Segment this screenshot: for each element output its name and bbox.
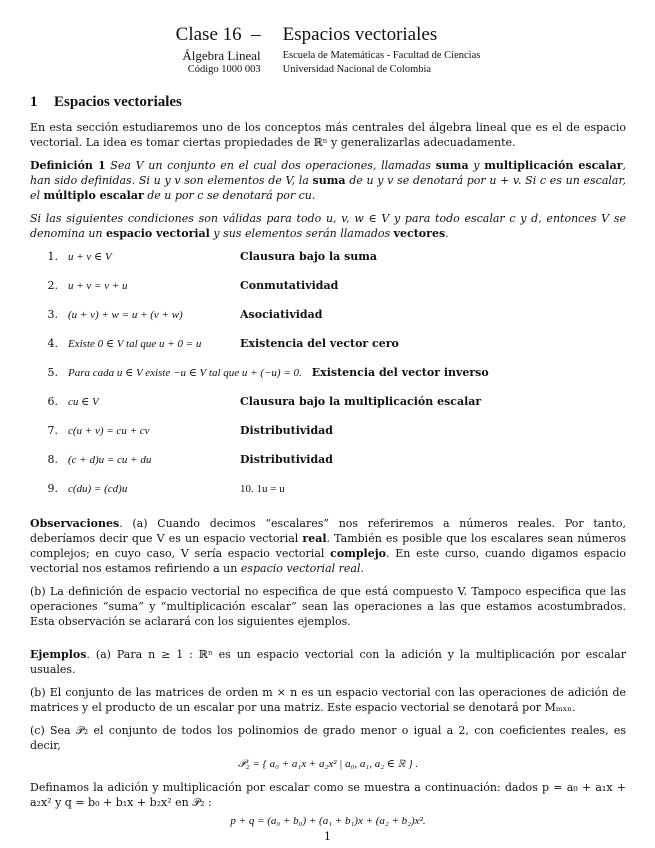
polynomial-sum-equation: p + q = (a₀ + b₀) + (a₁ + b₁)x + (a₂ + b₂)x². <box>230 815 426 827</box>
polynomial-set-equation: 𝒫₂ = { a₀ + a₁x + a₂x² | a₀, a₁, a₂ ∈ ℝ } . <box>237 758 419 770</box>
axiom-row: 5. Para cada u ∈ V existe −u ∈ V tal que u + (−u) = 0. Existencia del vector inverso <box>47 366 489 379</box>
axiom-row: 6. cu ∈ V Clausura bajo la multiplicación escalar <box>47 395 482 408</box>
example-a: Ejemplos. (a) Para n ≥ 1 : ℝⁿ es un espacio vectorial con la adición y la multiplicación por escalar usuales. <box>30 648 626 676</box>
school-name: Escuela de Matemáticas - Facultad de Ciencias <box>282 50 481 61</box>
title-right: Espacios vectoriales <box>282 24 438 45</box>
document-page <box>30 22 626 837</box>
section-heading: 1 Espacios vectoriales <box>30 94 182 110</box>
observations-a: Observaciones. (a) Cuando decimos “escalares” nos referiremos a números reales. Por tanto, deberíamos decir que V es un espacio vectorial real. También es posible que los escalares sean números complejos; en cuyo caso, V sería espacio vectorial complejo. En este curso, cuando digamos espacio vectorial nos estamos refiriendo a un espacio vectorial real. <box>30 517 626 575</box>
axiom-row: 7. c(u + v) = cu + cv Distributividad <box>47 424 333 437</box>
page-number: 1 <box>324 830 331 843</box>
example-c: (c) Sea 𝒫₂ el conjunto de todos los polinomios de grado menor o igual a 2, con coeficientes reales, es decir, <box>30 724 626 752</box>
intro-paragraph: En esta sección estudiaremos uno de los conceptos más centrales del álgebra lineal que es el de espacio vectorial. La idea es tomar ciertas propiedades de ℝⁿ y generalizarlas adecuadamente. <box>30 121 626 149</box>
definition-paragraph: Definición 1 Sea V un conjunto en el cual dos operaciones, llamadas suma y multiplicación escalar, han sido definidas. Si u y v son elementos de V, la suma de u y v se denotará por u + v. Si c es un escalar, el múltiplo escalar de u por c se denotará por cu. <box>30 159 627 202</box>
observations-b: (b) La definición de espacio vectorial no especifica de que está compuesto V. Tampoco especifica que las operaciones “suma” y “multiplicación escalar” sean las operaciones a las que estamos acostumbrados. Esta observación se aclarará con los siguientes ejemplos. <box>30 585 626 628</box>
course-name: Álgebra Lineal <box>182 48 261 63</box>
axiom-row: 8. (c + d)u = cu + du Distributividad <box>47 453 333 466</box>
axiom-list <box>30 249 626 510</box>
definition-conditions: Si las siguientes condiciones son válidas para todo u, v, w ∈ V y para todo escalar c y d, entonces V se denomina un espacio vectorial y sus elementos serán llamados vectores. <box>30 212 626 240</box>
axiom-row: 2. u + v = v + u Conmutatividad <box>47 279 339 292</box>
university-name: Universidad Nacional de Colombia <box>282 64 432 75</box>
example-b: (b) El conjunto de las matrices de orden m × n es un espacio vectorial con las operaciones de adición de matrices y el producto de un escalar por una matriz. Este espacio vectorial se denotará por Mₘₓₙ. <box>30 686 626 714</box>
axiom-row: 4. Existe 0 ∈ V tal que u + 0 = u Existencia del vector cero <box>47 337 399 350</box>
axiom-row: 3. (u + v) + w = u + (v + w) Asociatividad <box>47 308 323 321</box>
axiom-row: 9. c(du) = (cd)u 10. 1u = u <box>47 482 285 495</box>
course-code: Código 1000 003 <box>187 64 261 75</box>
header <box>30 22 626 77</box>
title-left: Clase 16 – <box>175 24 261 45</box>
example-c-operations: Definamos la adición y multiplicación por escalar como se muestra a continuación: dados p = a₀ + a₁x + a₂x² y q = b₀ + b₁x + b₂x² en 𝒫₂ : <box>30 781 626 809</box>
axiom-row: 1. u + v ∈ V Clausura bajo la suma <box>47 250 378 263</box>
